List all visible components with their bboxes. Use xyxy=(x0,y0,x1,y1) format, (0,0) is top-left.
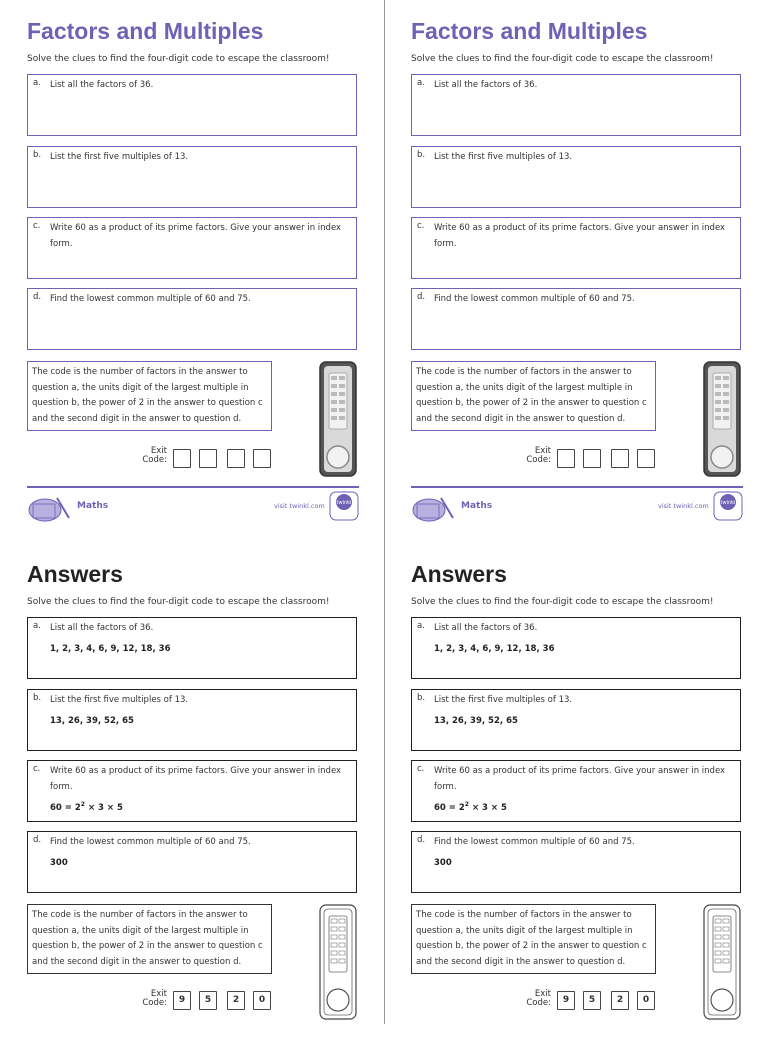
exit-code-label: Exit Code: xyxy=(526,989,551,1008)
question-text: List the first five multiples of 13. xyxy=(50,695,189,705)
answer-text: 13, 26, 39, 52, 65 xyxy=(434,716,518,726)
sheet-subtitle: Solve the clues to find the four-digit code to escape the classroom! xyxy=(27,54,330,64)
question-text: Find the lowest common multiple of 60 and 75. xyxy=(50,837,251,847)
door-lock-icon xyxy=(703,904,741,1020)
question-text: Write 60 as a product of its prime factors. Give your answer in index form. xyxy=(434,766,726,792)
question-letter: d. xyxy=(33,835,42,845)
visit-link[interactable]: visit twinkl.com xyxy=(274,502,325,510)
question-c-box[interactable] xyxy=(27,217,357,279)
door-lock-icon xyxy=(319,904,357,1020)
question-b-box[interactable] xyxy=(411,146,741,208)
answer-power: 2 xyxy=(464,801,469,808)
question-text: Write 60 as a product of its prime factors. Give your answer in index form. xyxy=(434,223,726,249)
answer-a-box xyxy=(27,617,357,679)
answer-text: 13, 26, 39, 52, 65 xyxy=(50,716,134,726)
question-a-box[interactable] xyxy=(411,74,741,136)
sheet-title: Answers xyxy=(411,561,507,587)
sheet-title: Answers xyxy=(27,561,123,587)
question-letter: d. xyxy=(33,292,42,302)
code-instructions: The code is the number of factors in the answer to question a, the units digit of the largest multiple in question b, the power of 2 in the answer to question c and the second digit in the answer to question d. xyxy=(411,361,656,431)
exit-digit-2[interactable] xyxy=(199,449,217,468)
question-letter: c. xyxy=(33,764,41,774)
question-text: List all the factors of 36. xyxy=(434,80,538,90)
code-instructions: The code is the number of factors in the answer to question a, the units digit of the largest multiple in question b, the power of 2 in the answer to question c and the second digit in the answer to question d. xyxy=(411,904,656,974)
question-letter: a. xyxy=(33,78,41,88)
question-text: Find the lowest common multiple of 60 and 75. xyxy=(434,837,635,847)
exit-digit-1: 9 xyxy=(173,991,191,1010)
sheet-title: Factors and Multiples xyxy=(411,18,648,44)
subject-label: Maths xyxy=(77,501,109,511)
exit-digit-1[interactable] xyxy=(173,449,191,468)
question-sheet-left xyxy=(27,0,367,511)
code-instructions: The code is the number of factors in the answer to question a, the units digit of the largest multiple in question b, the power of 2 in the answer to question c and the second digit in the answer to question d. xyxy=(27,361,272,431)
question-letter: b. xyxy=(33,693,42,703)
door-lock-icon xyxy=(319,361,357,477)
page-divider xyxy=(384,0,385,1024)
question-b-box[interactable] xyxy=(27,146,357,208)
question-letter: b. xyxy=(33,150,42,160)
answer-b-box xyxy=(411,689,741,751)
answer-sheet-left xyxy=(27,543,367,1043)
question-letter: d. xyxy=(417,835,426,845)
answer-text: 1, 2, 3, 4, 6, 9, 12, 18, 36 xyxy=(50,644,171,654)
question-text: List the first five multiples of 13. xyxy=(434,695,573,705)
question-letter: a. xyxy=(417,621,425,631)
answer-c-box xyxy=(411,760,741,822)
exit-code-label: Exit Code: xyxy=(142,446,167,465)
question-text: Write 60 as a product of its prime factors. Give your answer in index form. xyxy=(50,223,342,249)
exit-digit-3: 2 xyxy=(227,991,245,1010)
answer-rest: × 3 × 5 xyxy=(468,802,507,813)
answer-rest: × 3 × 5 xyxy=(84,802,123,813)
code-instructions: The code is the number of factors in the answer to question a, the units digit of the largest multiple in question b, the power of 2 in the answer to question c and the second digit in the answer to question d. xyxy=(27,904,272,974)
exit-digit-4[interactable] xyxy=(637,449,655,468)
exit-digit-3[interactable] xyxy=(611,449,629,468)
question-letter: c. xyxy=(417,221,425,231)
answer-text: 1, 2, 3, 4, 6, 9, 12, 18, 36 xyxy=(434,644,555,654)
exit-digit-1[interactable] xyxy=(557,449,575,468)
answer-text: 300 xyxy=(434,858,452,868)
question-letter: c. xyxy=(33,221,41,231)
question-a-box[interactable] xyxy=(27,74,357,136)
exit-digit-4: 0 xyxy=(637,991,655,1010)
exit-code-label: Exit Code: xyxy=(142,989,167,1008)
answer-d-box xyxy=(411,831,741,893)
exit-digit-1: 9 xyxy=(557,991,575,1010)
twinkl-badge-icon xyxy=(329,491,359,521)
sheet-subtitle: Solve the clues to find the four-digit code to escape the classroom! xyxy=(411,54,714,64)
question-letter: c. xyxy=(417,764,425,774)
page-footer xyxy=(27,486,359,528)
question-c-box[interactable] xyxy=(411,217,741,279)
exit-digit-2: 5 xyxy=(199,991,217,1010)
answer-text: 300 xyxy=(50,858,68,868)
exit-digit-2[interactable] xyxy=(583,449,601,468)
question-d-box[interactable] xyxy=(27,288,357,350)
answer-sheet-right xyxy=(411,543,751,1043)
question-sheet-right xyxy=(411,0,751,511)
answer-a-box xyxy=(411,617,741,679)
question-text: List all the factors of 36. xyxy=(50,623,154,633)
page-footer xyxy=(411,486,743,528)
twinkl-badge-icon xyxy=(713,491,743,521)
question-letter: b. xyxy=(417,150,426,160)
question-text: Find the lowest common multiple of 60 and 75. xyxy=(50,294,251,304)
question-text: List the first five multiples of 13. xyxy=(50,152,189,162)
sheet-subtitle: Solve the clues to find the four-digit code to escape the classroom! xyxy=(27,597,330,607)
mascot-logo-icon xyxy=(411,492,457,524)
answer-base: 60 = 2 xyxy=(434,802,465,813)
answer-base: 60 = 2 xyxy=(50,802,81,813)
mascot-logo-icon xyxy=(27,492,73,524)
answer-text xyxy=(50,801,123,813)
exit-digit-3: 2 xyxy=(611,991,629,1010)
question-text: List all the factors of 36. xyxy=(50,80,154,90)
exit-code-label: Exit Code: xyxy=(526,446,551,465)
exit-digit-2: 5 xyxy=(583,991,601,1010)
visit-link[interactable]: visit twinkl.com xyxy=(658,502,709,510)
badge-text: twinkl xyxy=(336,500,352,506)
question-letter: a. xyxy=(33,621,41,631)
answer-c-box xyxy=(27,760,357,822)
sheet-subtitle: Solve the clues to find the four-digit code to escape the classroom! xyxy=(411,597,714,607)
door-lock-icon xyxy=(703,361,741,477)
badge-text: twinkl xyxy=(720,500,736,506)
question-text: List all the factors of 36. xyxy=(434,623,538,633)
question-letter: d. xyxy=(417,292,426,302)
question-text: Write 60 as a product of its prime factors. Give your answer in index form. xyxy=(50,766,342,792)
sheet-title: Factors and Multiples xyxy=(27,18,264,44)
answer-d-box xyxy=(27,831,357,893)
answer-b-box xyxy=(27,689,357,751)
question-letter: b. xyxy=(417,693,426,703)
question-text: List the first five multiples of 13. xyxy=(434,152,573,162)
question-d-box[interactable] xyxy=(411,288,741,350)
question-letter: a. xyxy=(417,78,425,88)
question-text: Find the lowest common multiple of 60 and 75. xyxy=(434,294,635,304)
exit-digit-4: 0 xyxy=(253,991,271,1010)
answer-power: 2 xyxy=(80,801,85,808)
exit-digit-3[interactable] xyxy=(227,449,245,468)
subject-label: Maths xyxy=(461,501,493,511)
exit-digit-4[interactable] xyxy=(253,449,271,468)
answer-text xyxy=(434,801,507,813)
